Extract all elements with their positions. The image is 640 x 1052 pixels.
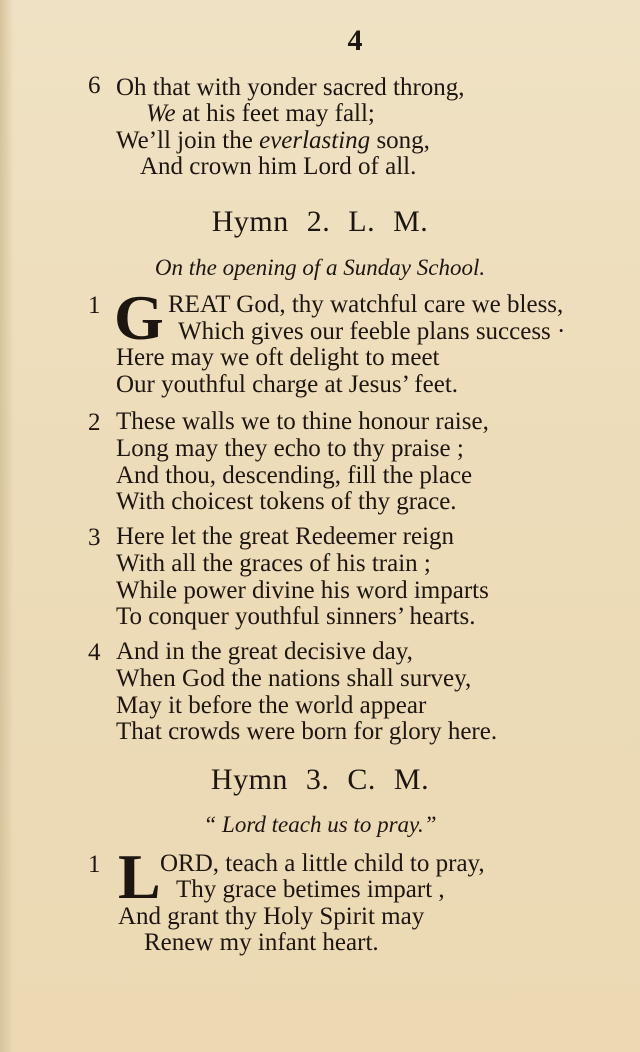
- verse-line: These walls we to thine honour raise,: [116, 408, 489, 435]
- verse-line: And grant thy Holy Spirit may: [118, 903, 425, 930]
- hymn-2-subtitle: On the opening of a Sunday School.: [154, 255, 486, 280]
- verse-line: When God the nations shall survey,: [116, 665, 472, 692]
- verse-line: [116, 127, 430, 155]
- verse-line: While power divine his word imparts: [116, 577, 489, 604]
- verse-line: REAT God, thy watchful care we bless,: [168, 291, 564, 318]
- verse-line: And thou, descending, fill the place: [116, 462, 473, 489]
- hymn-2-title: Hymn 2. L. M.: [211, 205, 429, 238]
- verse-line: May it before the world appear: [116, 692, 427, 719]
- verse-line: [146, 100, 375, 128]
- verse-line: Long may they echo to thy praise ;: [116, 435, 464, 462]
- verse-line-text: at his feet may fall;: [181, 100, 375, 127]
- verse-line: Here may we oft delight to meet: [116, 344, 440, 371]
- verse-line: With choicest tokens of thy grace.: [116, 488, 457, 515]
- verse-number: 4: [88, 639, 101, 666]
- verse-line: Renew my infant heart.: [144, 929, 379, 956]
- page-fold-shadow: [0, 0, 14, 1052]
- verse-number: 6: [88, 72, 101, 99]
- verse-line: Here let the great Redeemer reign: [116, 523, 455, 550]
- verse-line-text: song,: [370, 127, 430, 154]
- page-number: 4: [347, 24, 363, 57]
- verse-line: That crowds were born for glory here.: [116, 718, 498, 745]
- verse-line: And in the great decisive day,: [116, 638, 413, 665]
- hymn-3-subtitle: “ Lord teach us to pray.”: [203, 812, 437, 837]
- verse-number: 1: [88, 851, 101, 878]
- verse-number: 3: [88, 524, 101, 551]
- verse-line: With all the graces of his train ;: [116, 550, 431, 577]
- verse-line: And crown him Lord of all.: [140, 153, 417, 180]
- verse-line-text: We’ll join the: [116, 127, 260, 154]
- verse-line: To conquer youthful sinners’ hearts.: [116, 603, 476, 630]
- hymn-3-title: Hymn 3. C. M.: [210, 763, 430, 796]
- verse-line-italic: everlasting: [259, 127, 371, 154]
- verse-line-italic: We: [146, 100, 176, 127]
- verse-line: Which gives our feeble plans success ·: [178, 318, 566, 345]
- verse-number: 2: [88, 409, 101, 436]
- verse-line: Oh that with yonder sacred throng,: [116, 74, 465, 101]
- drop-cap: L: [118, 841, 161, 912]
- verse-line: Thy grace betimes impart ,: [176, 876, 445, 903]
- verse-line: ORD, teach a little child to pray,: [160, 850, 485, 877]
- verse-line: Our youthful charge at Jesus’ feet.: [116, 371, 459, 398]
- verse-number: 1: [88, 292, 101, 319]
- drop-cap: G: [114, 282, 164, 353]
